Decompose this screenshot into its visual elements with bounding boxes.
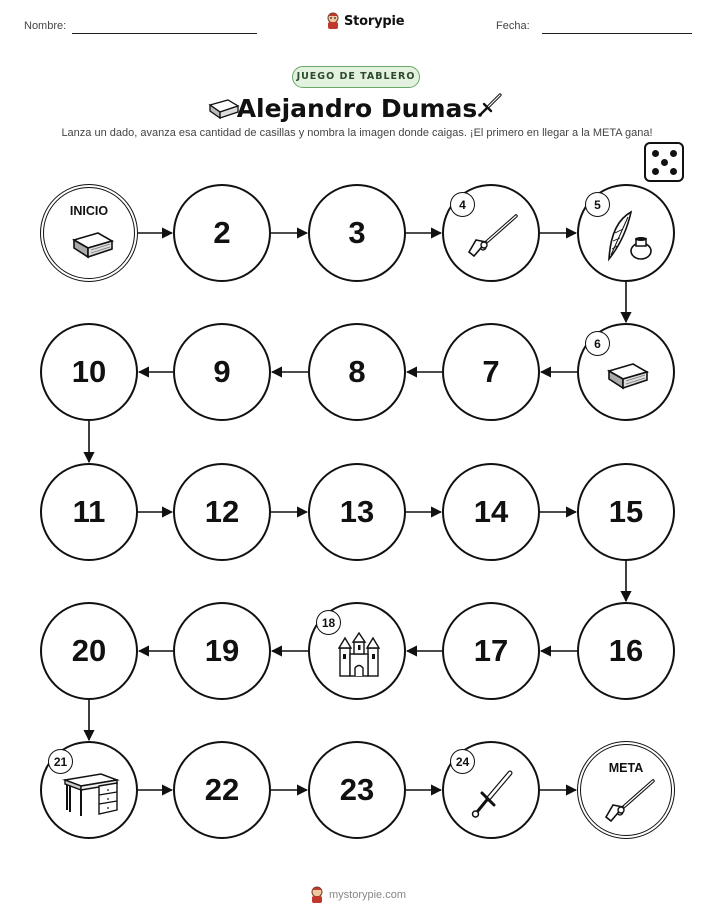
sword-icon bbox=[470, 769, 516, 823]
quill-inkwell-icon bbox=[601, 209, 655, 269]
space-5[interactable] bbox=[577, 184, 675, 282]
space-number: 13 bbox=[339, 494, 375, 529]
space-number: 7 bbox=[482, 354, 500, 389]
musket-icon bbox=[464, 212, 522, 266]
space-number: 3 bbox=[348, 215, 366, 250]
space-15[interactable] bbox=[577, 463, 675, 561]
dice-pip bbox=[670, 168, 677, 175]
space-21[interactable] bbox=[40, 741, 138, 839]
space-number: 23 bbox=[339, 772, 375, 807]
brand-logo bbox=[325, 12, 404, 30]
desk-icon bbox=[61, 770, 121, 822]
space-number-badge: 24 bbox=[450, 749, 475, 774]
space-18[interactable] bbox=[308, 602, 406, 700]
space-14[interactable] bbox=[442, 463, 540, 561]
space-number-badge: 18 bbox=[316, 610, 341, 635]
space-7[interactable] bbox=[442, 323, 540, 421]
space-6[interactable] bbox=[577, 323, 675, 421]
dice-pip bbox=[661, 159, 668, 166]
space-12[interactable] bbox=[173, 463, 271, 561]
space-number-badge: 4 bbox=[450, 192, 475, 217]
space-number: 16 bbox=[608, 633, 644, 668]
space-finish[interactable] bbox=[577, 741, 675, 839]
sword-icon bbox=[476, 92, 504, 120]
book-icon bbox=[606, 359, 650, 397]
space-number: 22 bbox=[204, 772, 240, 807]
space-number: 10 bbox=[71, 354, 107, 389]
page-title: Alejandro Dumas bbox=[236, 94, 478, 123]
footer-site: mystorypie.com bbox=[329, 889, 407, 901]
space-number: 8 bbox=[348, 354, 366, 389]
space-number: 17 bbox=[473, 633, 509, 668]
space-10[interactable] bbox=[40, 323, 138, 421]
instructions: Lanza un dado, avanza esa cantidad de casillas y nombra la imagen donde caigas. ¡El primero en llegar a la META gana! bbox=[61, 127, 653, 139]
space-number-badge: 21 bbox=[48, 749, 73, 774]
dice-pip bbox=[652, 168, 659, 175]
book-icon bbox=[71, 228, 115, 266]
game-type-badge: JUEGO DE TABLERO bbox=[292, 66, 420, 88]
space-number-badge: 6 bbox=[585, 331, 610, 356]
name-line[interactable] bbox=[72, 33, 257, 34]
space-3[interactable] bbox=[308, 184, 406, 282]
space-20[interactable] bbox=[40, 602, 138, 700]
space-number: 20 bbox=[71, 633, 107, 668]
storypie-mascot-icon bbox=[325, 12, 341, 30]
space-9[interactable] bbox=[173, 323, 271, 421]
space-13[interactable] bbox=[308, 463, 406, 561]
space-number: 19 bbox=[204, 633, 240, 668]
brand-name: Storypie bbox=[344, 13, 405, 29]
space-2[interactable] bbox=[173, 184, 271, 282]
space-4[interactable] bbox=[442, 184, 540, 282]
name-label: Nombre: bbox=[24, 20, 67, 32]
space-number: 9 bbox=[213, 354, 231, 389]
space-16[interactable] bbox=[577, 602, 675, 700]
footer bbox=[309, 886, 406, 904]
storypie-mascot-icon bbox=[309, 886, 325, 904]
date-line[interactable] bbox=[542, 33, 692, 34]
space-23[interactable] bbox=[308, 741, 406, 839]
space-number: 12 bbox=[204, 494, 240, 529]
space-label: INICIO bbox=[69, 204, 109, 218]
space-number-badge: 5 bbox=[585, 192, 610, 217]
space-label: META bbox=[608, 761, 644, 775]
space-number: 15 bbox=[608, 494, 644, 529]
date-label: Fecha: bbox=[496, 20, 530, 32]
dice-pip bbox=[670, 150, 677, 157]
dice-pip bbox=[652, 150, 659, 157]
space-24[interactable] bbox=[442, 741, 540, 839]
space-number: 2 bbox=[213, 215, 231, 250]
space-19[interactable] bbox=[173, 602, 271, 700]
space-8[interactable] bbox=[308, 323, 406, 421]
space-number: 14 bbox=[473, 494, 509, 529]
dice-icon bbox=[644, 142, 684, 182]
castle-icon bbox=[334, 630, 384, 684]
space-17[interactable] bbox=[442, 602, 540, 700]
space-11[interactable] bbox=[40, 463, 138, 561]
space-start[interactable] bbox=[40, 184, 138, 282]
musket-icon bbox=[601, 777, 659, 831]
space-22[interactable] bbox=[173, 741, 271, 839]
space-number: 11 bbox=[72, 494, 106, 529]
